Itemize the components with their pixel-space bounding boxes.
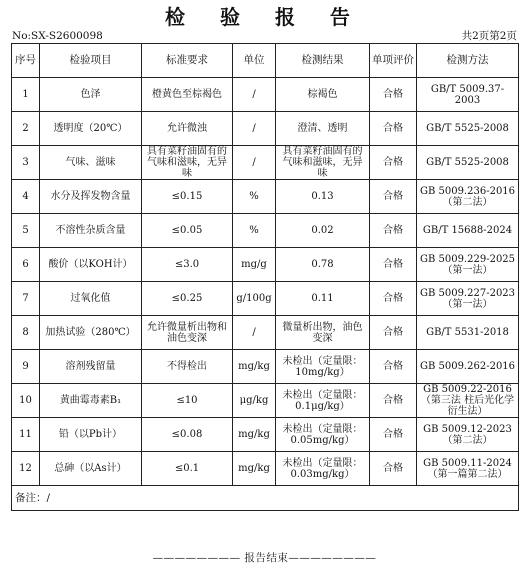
cell-method: GB 5009.22-2016（第三法 柱后光化学衍生法） <box>417 384 519 418</box>
cell-evaluation: 合格 <box>370 282 417 316</box>
cell-requirement: 允许微量析出物和油色变深 <box>142 316 233 350</box>
cell-method: GB/T 5525-2008 <box>417 146 519 180</box>
cell-unit: mg/kg <box>233 452 276 486</box>
cell-method: GB 5009.262-2016 <box>417 350 519 384</box>
cell-no: 5 <box>12 214 40 248</box>
cell-unit: % <box>233 180 276 214</box>
cell-result: 未检出（定量限：0.05mg/kg） <box>276 418 370 452</box>
cell-evaluation: 合格 <box>370 112 417 146</box>
cell-requirement: ≤0.05 <box>142 214 233 248</box>
cell-result: 未检出（定量限：10mg/kg） <box>276 350 370 384</box>
cell-unit: / <box>233 78 276 112</box>
table-row <box>12 214 519 248</box>
cell-result: 棕褐色 <box>276 78 370 112</box>
col-header-unit: 单位 <box>233 44 276 78</box>
remark-text: 备注：/ <box>12 486 519 511</box>
cell-evaluation: 合格 <box>370 452 417 486</box>
cell-item: 铅（以Pb计） <box>40 418 142 452</box>
cell-result: 澄清、透明 <box>276 112 370 146</box>
cell-item: 加热试验（280℃） <box>40 316 142 350</box>
cell-item: 气味、滋味 <box>40 146 142 180</box>
cell-evaluation: 合格 <box>370 418 417 452</box>
report-number: No:SX-S2600098 <box>12 30 103 42</box>
cell-result: 0.78 <box>276 248 370 282</box>
cell-method: GB/T 5009.37-2003 <box>417 78 519 112</box>
table-row <box>12 146 519 180</box>
page-info: 共2页第2页 <box>461 30 517 42</box>
cell-requirement: 不得检出 <box>142 350 233 384</box>
cell-no: 11 <box>12 418 40 452</box>
cell-no: 8 <box>12 316 40 350</box>
cell-result: 0.11 <box>276 282 370 316</box>
table-row <box>12 452 519 486</box>
report-title: 检 验 报 告 <box>165 5 364 29</box>
cell-method: GB 5009.11-2024（第一篇第二法） <box>417 452 519 486</box>
cell-item: 透明度（20℃） <box>40 112 142 146</box>
cell-result: 0.13 <box>276 180 370 214</box>
cell-result: 具有菜籽油固有的气味和滋味，无异味 <box>276 146 370 180</box>
table-row <box>12 112 519 146</box>
cell-method: GB 5009.229-2025（第一法） <box>417 248 519 282</box>
col-header-result: 检测结果 <box>276 44 370 78</box>
table-row <box>12 418 519 452</box>
cell-no: 1 <box>12 78 40 112</box>
cell-evaluation: 合格 <box>370 214 417 248</box>
cell-result: 未检出（定量限：0.03mg/kg） <box>276 452 370 486</box>
cell-item: 过氧化值 <box>40 282 142 316</box>
cell-no: 9 <box>12 350 40 384</box>
cell-item: 总砷（以As计） <box>40 452 142 486</box>
cell-method: GB 5009.227-2023（第一法） <box>417 282 519 316</box>
cell-result: 0.02 <box>276 214 370 248</box>
table-row <box>12 180 519 214</box>
cell-unit: / <box>233 316 276 350</box>
report-end-marker: ———————— 报告结束———————— <box>152 552 377 564</box>
cell-no: 6 <box>12 248 40 282</box>
cell-unit: % <box>233 214 276 248</box>
cell-item: 色泽 <box>40 78 142 112</box>
cell-evaluation: 合格 <box>370 78 417 112</box>
cell-evaluation: 合格 <box>370 350 417 384</box>
table-row <box>12 78 519 112</box>
cell-method: GB/T 5531-2018 <box>417 316 519 350</box>
cell-evaluation: 合格 <box>370 384 417 418</box>
cell-unit: g/100g <box>233 282 276 316</box>
cell-requirement: 橙黄色至棕褐色 <box>142 78 233 112</box>
cell-requirement: ≤10 <box>142 384 233 418</box>
cell-requirement: 具有菜籽油固有的气味和滋味，无异味 <box>142 146 233 180</box>
cell-evaluation: 合格 <box>370 316 417 350</box>
cell-evaluation: 合格 <box>370 146 417 180</box>
table-row <box>12 350 519 384</box>
cell-method: GB/T 5525-2008 <box>417 112 519 146</box>
cell-no: 3 <box>12 146 40 180</box>
cell-evaluation: 合格 <box>370 180 417 214</box>
cell-no: 7 <box>12 282 40 316</box>
cell-item: 水分及挥发物含量 <box>40 180 142 214</box>
remark-row <box>12 486 519 511</box>
cell-unit: mg/kg <box>233 418 276 452</box>
cell-no: 4 <box>12 180 40 214</box>
col-header-requirement: 标准要求 <box>142 44 233 78</box>
table-row <box>12 248 519 282</box>
table-header-row <box>12 44 519 78</box>
cell-unit: μg/kg <box>233 384 276 418</box>
cell-evaluation: 合格 <box>370 248 417 282</box>
cell-requirement: ≤0.08 <box>142 418 233 452</box>
table-row <box>12 282 519 316</box>
col-header-evaluation: 单项评价 <box>370 44 417 78</box>
cell-requirement: ≤0.1 <box>142 452 233 486</box>
cell-unit: / <box>233 146 276 180</box>
col-header-no: 序号 <box>12 44 40 78</box>
cell-method: GB 5009.12-2023（第二法） <box>417 418 519 452</box>
cell-unit: / <box>233 112 276 146</box>
col-header-method: 检测方法 <box>417 44 519 78</box>
cell-unit: mg/g <box>233 248 276 282</box>
cell-result: 微量析出物，油色变深 <box>276 316 370 350</box>
inspection-table <box>11 43 519 511</box>
cell-item: 酸价（以KOH计） <box>40 248 142 282</box>
cell-method: GB/T 15688-2024 <box>417 214 519 248</box>
table-row <box>12 316 519 350</box>
cell-no: 2 <box>12 112 40 146</box>
cell-requirement: ≤0.15 <box>142 180 233 214</box>
cell-unit: mg/kg <box>233 350 276 384</box>
cell-result: 未检出（定量限：0.1μg/kg） <box>276 384 370 418</box>
cell-item: 不溶性杂质含量 <box>40 214 142 248</box>
cell-no: 10 <box>12 384 40 418</box>
cell-requirement: ≤3.0 <box>142 248 233 282</box>
cell-requirement: 允许微浊 <box>142 112 233 146</box>
cell-item: 溶剂残留量 <box>40 350 142 384</box>
table-row <box>12 384 519 418</box>
cell-item: 黄曲霉毒素B₁ <box>40 384 142 418</box>
cell-method: GB 5009.236-2016（第二法） <box>417 180 519 214</box>
cell-requirement: ≤0.25 <box>142 282 233 316</box>
col-header-item: 检验项目 <box>40 44 142 78</box>
cell-no: 12 <box>12 452 40 486</box>
